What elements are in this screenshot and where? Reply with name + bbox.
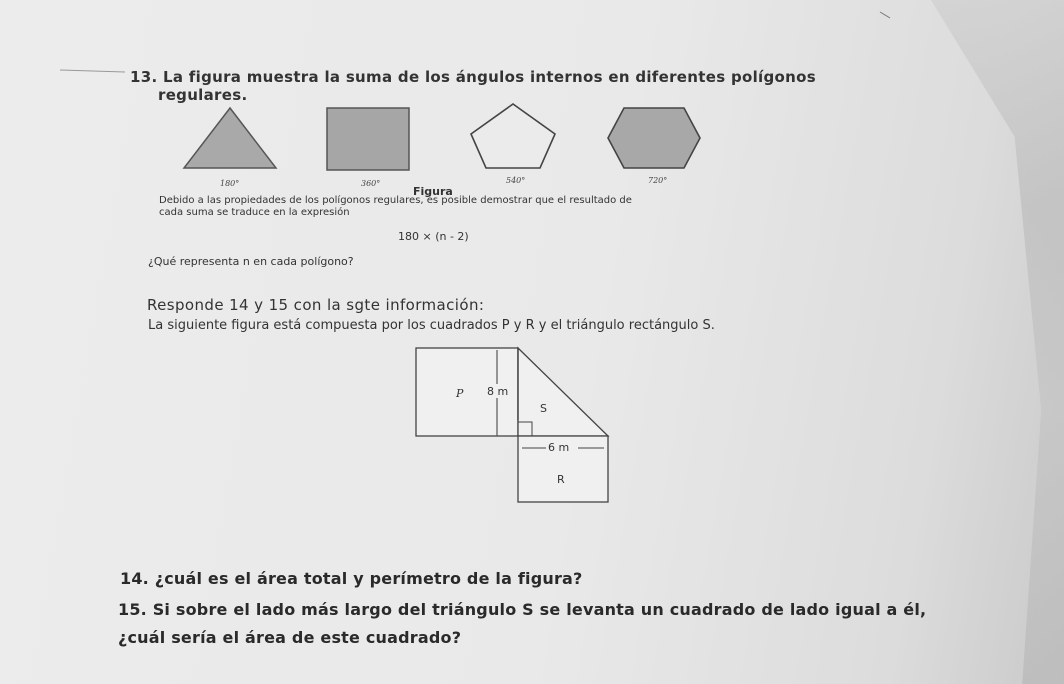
triangle-shape: [184, 108, 276, 168]
label-r: R: [557, 473, 565, 486]
q13-paragraph-line2: cada suma se traduce en la expresión: [159, 207, 350, 218]
label-8m: 8 m: [487, 385, 509, 398]
hexagon-shape: [608, 108, 700, 168]
q13-question: ¿Qué representa n en cada polígono?: [148, 255, 354, 268]
q13-paragraph-line1: Debido a las propiedades de los polígonos regulares, es posible demostrar que el resultado de: [159, 195, 632, 206]
angle-label-square: 360°: [361, 179, 381, 188]
q13-title-line2: regulares.: [158, 86, 248, 104]
angle-label-hexagon: 720°: [648, 176, 668, 185]
angle-label-triangle: 180°: [220, 179, 240, 188]
q15-text-line2: ¿cuál sería el área de este cuadrado?: [118, 628, 462, 647]
composite-figure: [416, 348, 608, 502]
pentagon-shape: [471, 104, 555, 168]
q13-title-line1: 13. La figura muestra la suma de los ángulos internos en diferentes polígonos: [130, 68, 816, 86]
section-heading: Responde 14 y 15 con la sgte información:: [147, 296, 485, 314]
section-intro: La siguiente figura está compuesta por los cuadrados P y R y el triángulo rectángulo S.: [148, 318, 715, 333]
q15-text-line1: 15. Si sobre el lado más largo del triángulo S se levanta un cuadrado de lado igual a él,: [118, 600, 927, 619]
q14-text: 14. ¿cuál es el área total y perímetro de la figura?: [120, 569, 583, 588]
figure-caption: Figura: [413, 185, 453, 198]
fold-line: [60, 70, 125, 72]
label-6m: 6 m: [548, 441, 570, 454]
label-p: P: [456, 387, 464, 400]
square-shape: [327, 108, 409, 170]
mark-line: [880, 12, 890, 18]
label-s: S: [540, 402, 547, 415]
angle-label-pentagon: 540°: [506, 176, 526, 185]
formula-expression: 180 × (n - 2): [398, 230, 469, 243]
